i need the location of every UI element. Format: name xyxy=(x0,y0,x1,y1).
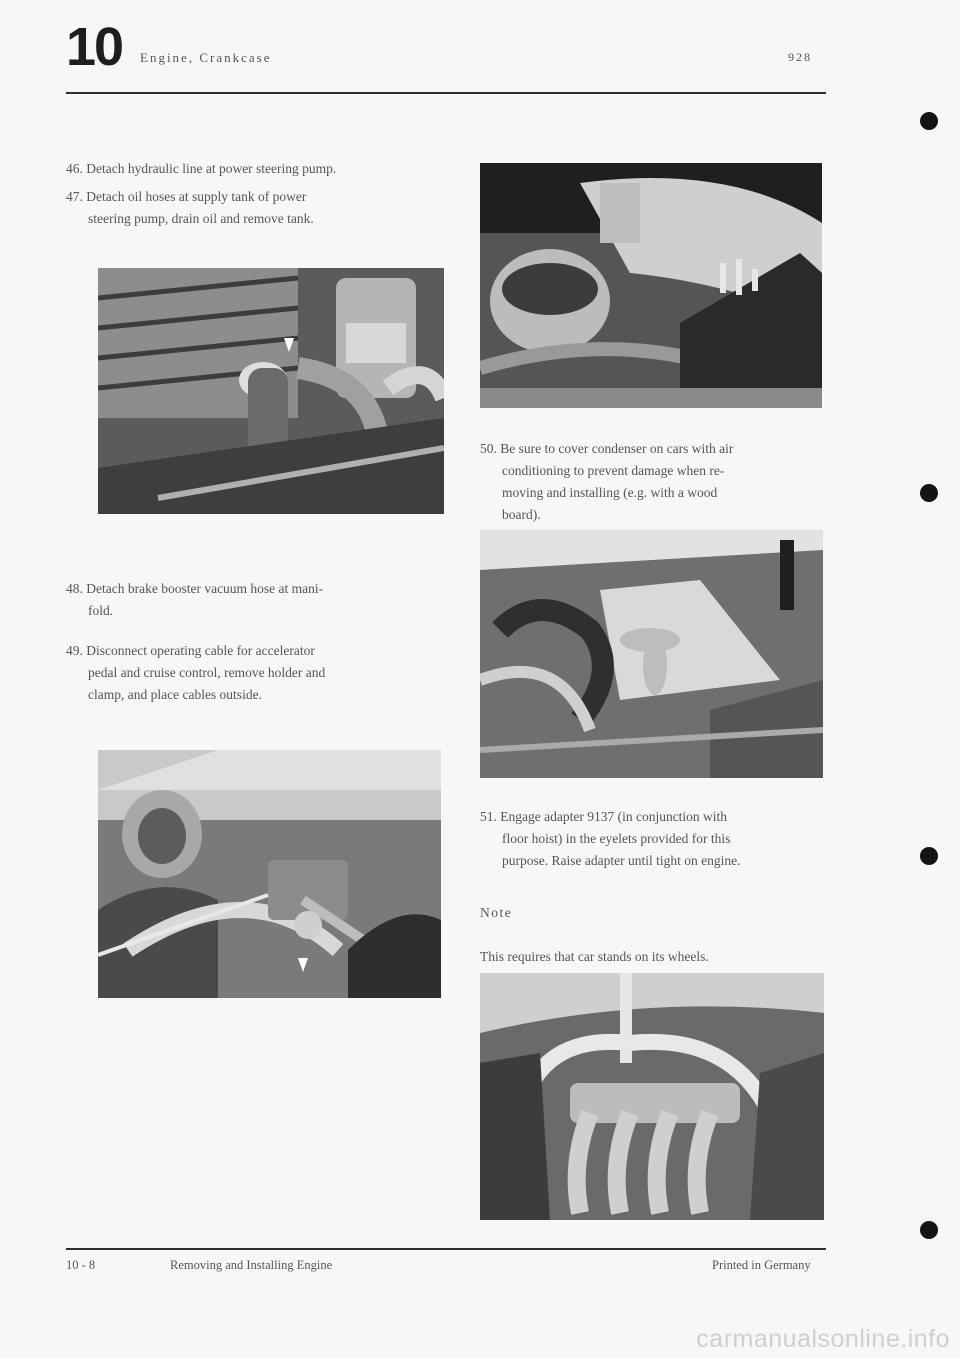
note-text: This requires that car stands on its wheels. xyxy=(480,949,709,964)
punch-hole xyxy=(920,1221,938,1239)
step-text: Disconnect operating cable for accelerator xyxy=(86,643,315,658)
photo-accelerator-cable xyxy=(98,750,441,998)
step-text: conditioning to prevent damage when re- xyxy=(502,463,725,478)
page-number: 10 - 8 xyxy=(66,1258,96,1272)
step-number: 49. xyxy=(66,643,83,658)
photo-condenser xyxy=(480,163,822,408)
step-51 xyxy=(480,806,840,872)
section-title: Engine, Crankcase xyxy=(140,50,272,65)
step-number: 48. xyxy=(66,581,83,596)
step-text: fold. xyxy=(88,603,114,618)
step-text: board). xyxy=(502,507,541,522)
step-text: pedal and cruise control, remove holder and xyxy=(88,665,326,680)
step-text: Be sure to cover condenser on cars with air xyxy=(500,441,734,456)
step-48 xyxy=(66,578,466,622)
printed-note: Printed in Germany xyxy=(712,1258,811,1272)
step-text: clamp, and place cables outside. xyxy=(88,687,262,702)
punch-hole xyxy=(920,484,938,502)
step-text: Engage adapter 9137 (in conjunction with xyxy=(500,809,728,824)
step-text: steering pump, drain oil and remove tank. xyxy=(88,211,314,226)
step-47 xyxy=(66,186,466,230)
step-46 xyxy=(66,158,466,180)
note-heading: Note xyxy=(480,905,513,920)
step-number: 47. xyxy=(66,189,83,204)
punch-hole xyxy=(920,112,938,130)
step-number: 46. xyxy=(66,161,83,176)
photo-power-steering-pump xyxy=(98,268,444,514)
step-number: 50. xyxy=(480,441,497,456)
footer-rule xyxy=(66,1248,826,1250)
footer-topic: Removing and Installing Engine xyxy=(170,1258,333,1272)
step-text: floor hoist) in the eyelets provided for this xyxy=(502,831,731,846)
step-text: Detach oil hoses at supply tank of power xyxy=(86,189,307,204)
step-text: Detach hydraulic line at power steering pump. xyxy=(86,161,337,176)
step-number: 51. xyxy=(480,809,497,824)
header-rule xyxy=(66,92,826,94)
step-text: purpose. Raise adapter until tight on engine. xyxy=(502,853,741,868)
step-50 xyxy=(480,438,840,526)
model-number: 928 xyxy=(788,50,812,64)
step-49 xyxy=(66,640,466,706)
step-text: Detach brake booster vacuum hose at mani- xyxy=(86,581,324,596)
punch-hole xyxy=(920,847,938,865)
watermark: carmanualsonline.info xyxy=(696,1325,950,1353)
photo-engine-bay-fan xyxy=(480,530,823,778)
chapter-number: 10 xyxy=(66,17,123,77)
photo-engine-adapter xyxy=(480,973,824,1220)
step-text: moving and installing (e.g. with a wood xyxy=(502,485,718,500)
